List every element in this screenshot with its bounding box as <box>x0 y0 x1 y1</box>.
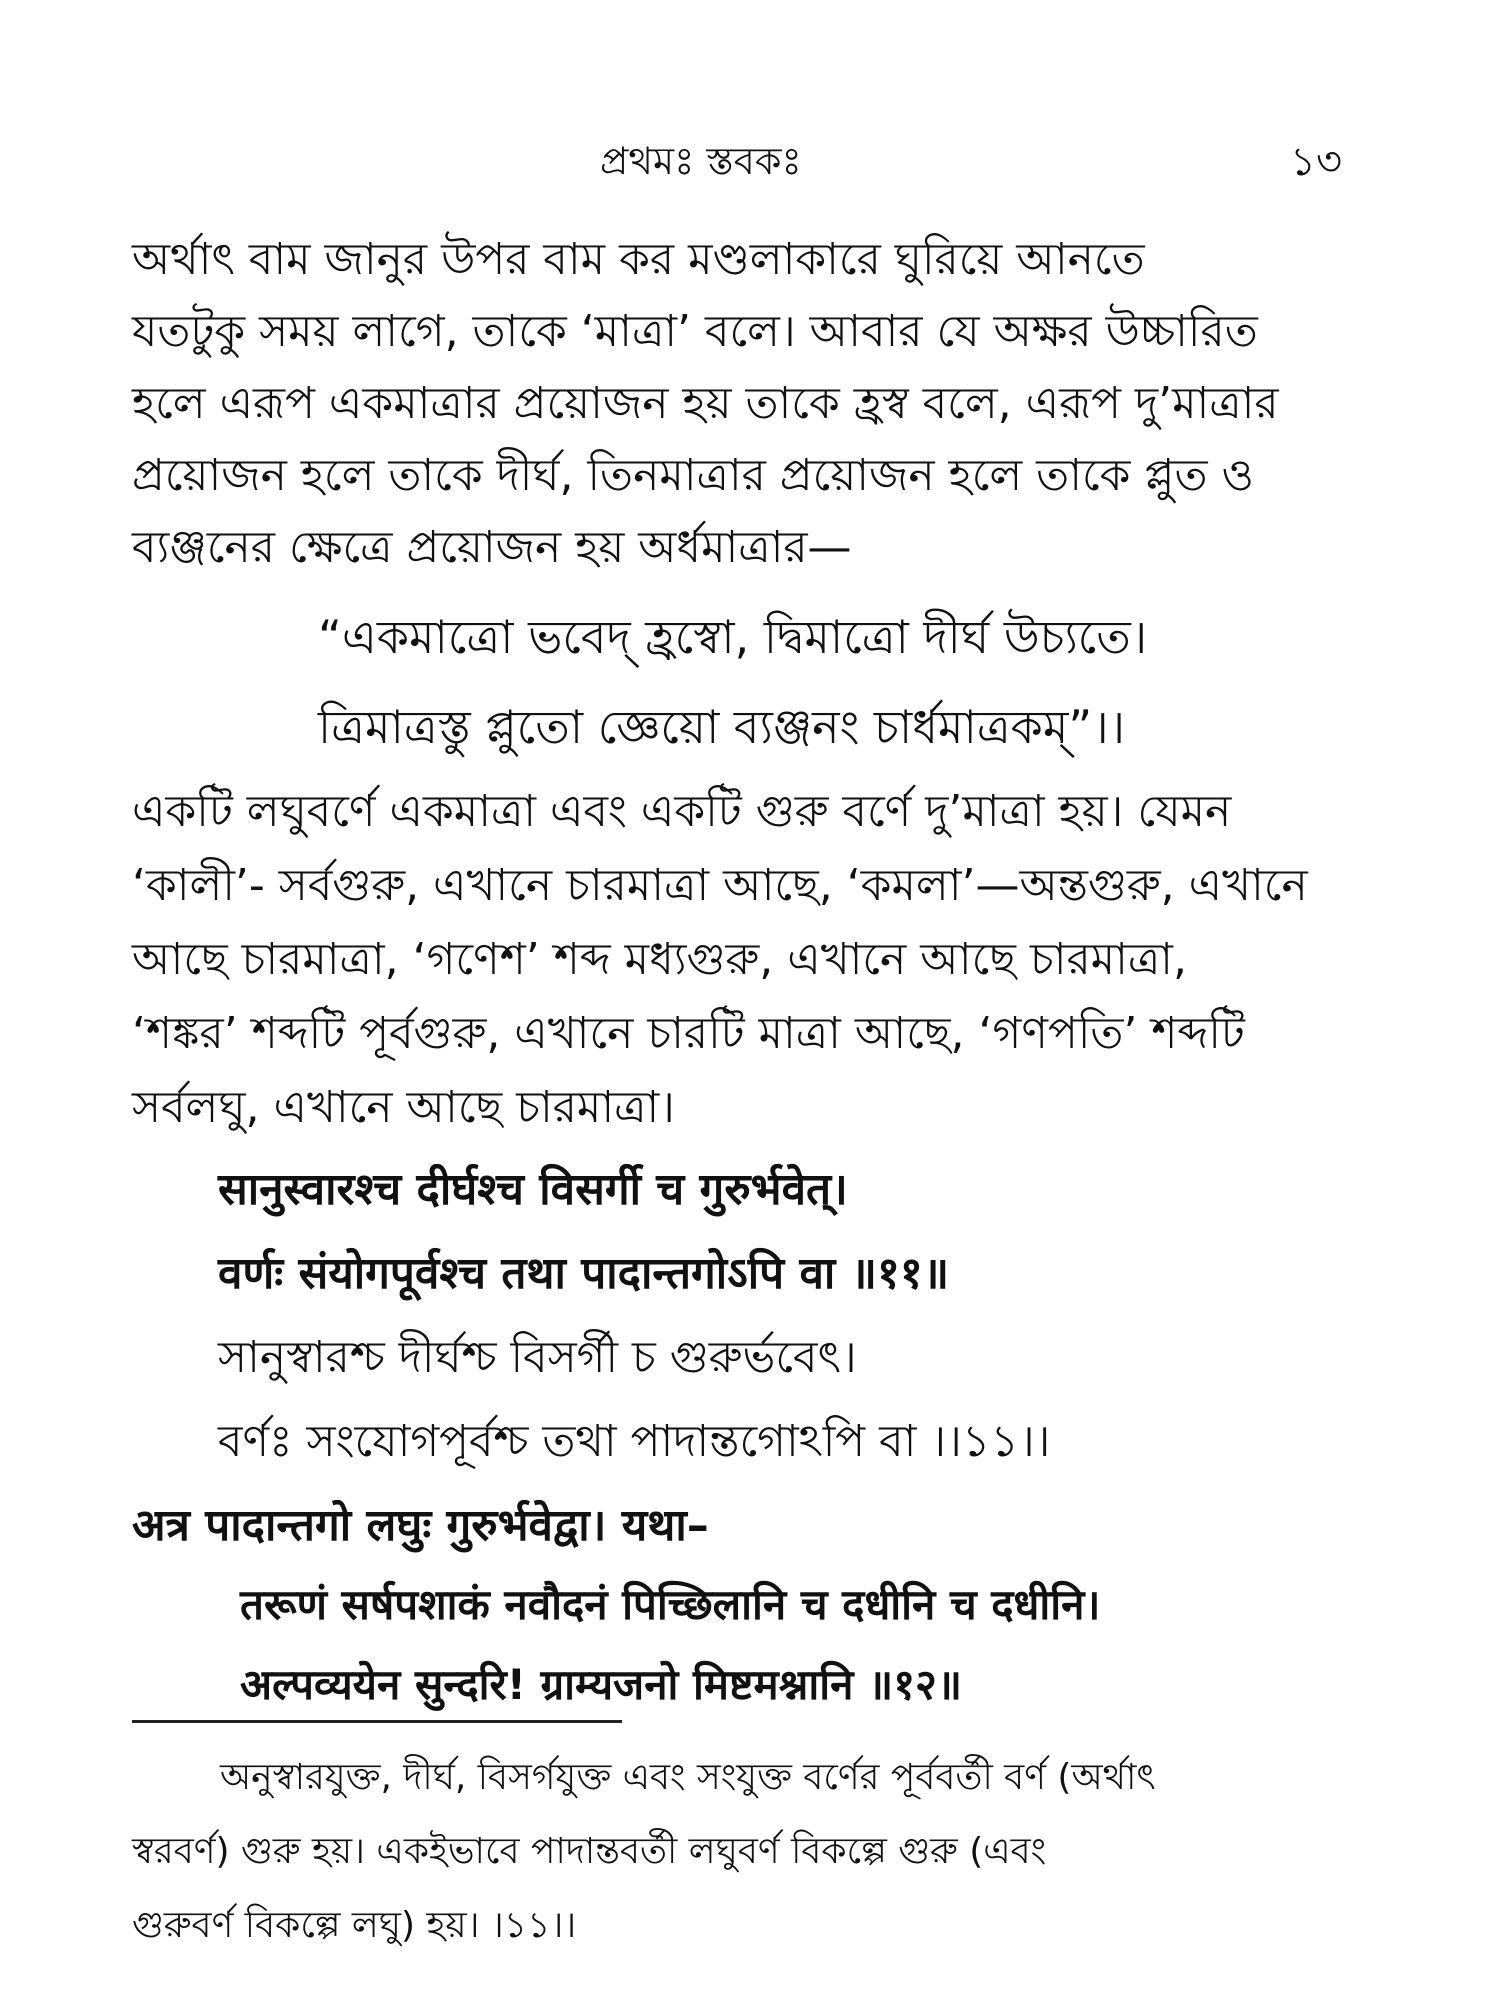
paragraph-line: ‘শঙ্কর’ শব্দটি পূর্বগুরু, এখানে চারটি মাত্রা আছে, ‘গণপতি’ শব্দটি <box>132 1008 1245 1059</box>
example-verse-line: अल्पव्ययेन सुन्दरि! ग्राम्यजनो मिष्टमश्नानि ॥१२॥ <box>240 1660 963 1709</box>
footnote-divider <box>132 1720 622 1723</box>
paragraph-line: একটি লঘুবর্ণে একমাত্রা এবং একটি গুরু বর্ণে দু’মাত্রা হয়। যেমন <box>132 786 1232 837</box>
paragraph-line: ব্যঞ্জনের ক্ষেত্রে প্রয়োজন হয় অর্ধমাত্রার— <box>132 522 852 573</box>
paragraph-line: যতটুকু সময় লাগে, তাকে ‘মাত্রা’ বলে। আবার যে অক্ষর উচ্চারিত <box>132 306 1258 357</box>
paragraph-line: আছে চারমাত্রা, ‘গণেশ’ শব্দ মধ্যগুরু, এখানে আছে চারমাত্রা, <box>132 934 1187 985</box>
paragraph-line: সর্বলঘু, এখানে আছে চারমাত্রা। <box>132 1082 675 1133</box>
footnote-line: অনুস্বারযুক্ত, দীর্ঘ, বিসর্গযুক্ত এবং সংযুক্ত বর্ণের পূর্ববর্তী বর্ণ (অর্থাৎ <box>220 1757 1156 1798</box>
sanskrit-verse-line: वर्णः संयोगपूर्वश्च तथा पादान्तगोऽपि वा ॥११॥ <box>218 1248 950 1299</box>
page-number: ১৩ <box>1290 139 1342 185</box>
quote-line: “একমাত্রো ভবেদ্‌ হ্রস্বো, দ্বিমাত্রো দীর্ঘ উচ্যতে। <box>318 610 1148 664</box>
paragraph-line: হলে এরূপ একমাত্রার প্রয়োজন হয় তাকে হ্রস্ব বলে, এরূপ দু’মাত্রার <box>132 378 1279 429</box>
bengali-verse-line: বর্ণঃ সংযোগপূর্বশ্চ তথা পাদান্তগোঽপি বা ।।১১।। <box>218 1416 1051 1467</box>
running-header: প্রথমঃ স্তবকঃ <box>600 139 802 183</box>
paragraph-line: ‘কালী’- সর্বগুরু, এখানে চারমাত্রা আছে, ‘কমলা’—অন্তগুরু, এখানে <box>132 860 1308 911</box>
sanskrit-commentary-line: अत्र पादान्तगो लघुः गुरुर्भवेद्वा। यथा– <box>132 1500 709 1551</box>
sanskrit-verse-line: सानुस्वारश्च दीर्घश्च विसर्गी च गुरुर्भवेत्। <box>218 1164 848 1215</box>
example-verse-line: तरूणं सर्षपशाकं नवौदनं पिच्छिलानि च दधीनि च दधीनि। <box>240 1580 1101 1629</box>
paragraph-line: অর্থাৎ বাম জানুর উপর বাম কর মণ্ডলাকারে ঘুরিয়ে আনতে <box>132 234 1145 285</box>
quote-line: ত্রিমাত্রস্তু প্লুতো জ্ঞেয়ো ব্যঞ্জনং চার্ধমাত্রকম্‌”।। <box>318 700 1126 754</box>
footnote-line: স্বরবর্ণ) গুরু হয়। একইভাবে পাদান্তবর্তী লঘুবর্ণ বিকল্পে গুরু (এবং <box>132 1831 1047 1872</box>
footnote-line: গুরুবর্ণ বিকল্পে লঘু) হয়। ।১১।। <box>132 1905 577 1946</box>
bengali-verse-line: সানুস্বারশ্চ দীর্ঘশ্চ বিসর্গী চ গুরুর্ভবেৎ। <box>218 1332 857 1383</box>
paragraph-line: প্রয়োজন হলে তাকে দীর্ঘ, তিনমাত্রার প্রয়োজন হলে তাকে প্লুত ও <box>132 450 1254 501</box>
